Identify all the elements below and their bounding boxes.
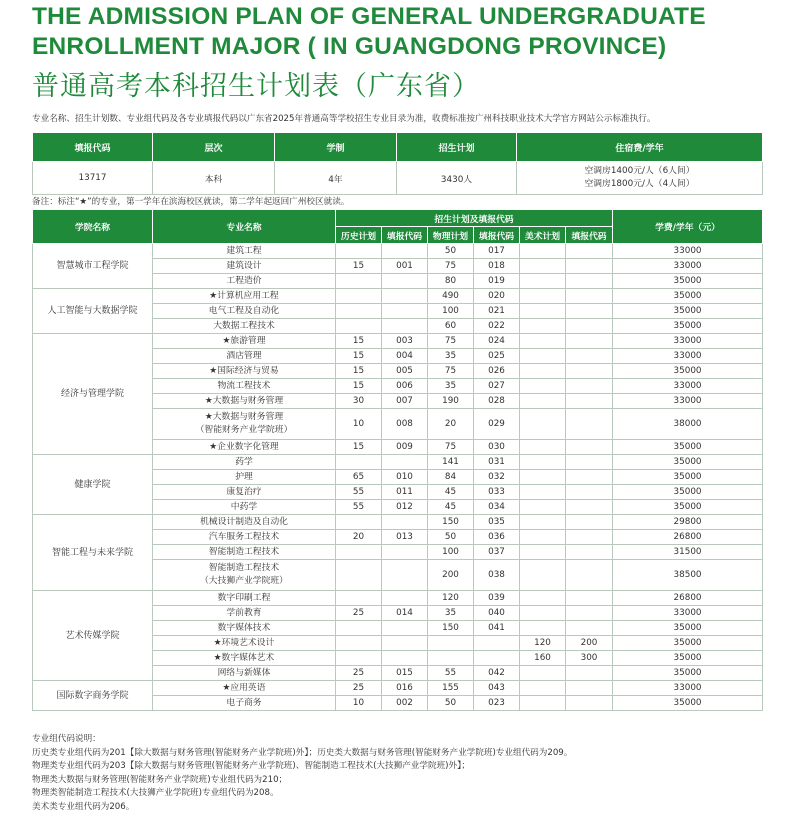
history-plan-cell: 25 xyxy=(336,666,382,681)
table-row xyxy=(33,591,763,606)
art-code-cell xyxy=(566,259,613,274)
art-code-cell xyxy=(566,530,613,545)
physics-plan-cell: 75 xyxy=(428,364,474,379)
history-code-cell xyxy=(382,545,428,560)
history-code-cell xyxy=(382,304,428,319)
college-name: 人工智能与大数据学院 xyxy=(33,289,153,334)
physics-code-cell: 027 xyxy=(474,379,520,394)
history-code-cell: 012 xyxy=(382,500,428,515)
history-code-cell: 010 xyxy=(382,470,428,485)
history-plan-cell: 10 xyxy=(336,409,382,440)
college-name: 艺术传媒学院 xyxy=(33,591,153,681)
physics-code-cell: 043 xyxy=(474,681,520,696)
physics-plan-cell: 45 xyxy=(428,485,474,500)
art-plan-cell xyxy=(520,440,566,455)
college-name: 国际数字商务学院 xyxy=(33,681,153,711)
art-plan-cell xyxy=(520,349,566,364)
major-name: 建筑设计 xyxy=(153,259,336,274)
physics-code-cell: 031 xyxy=(474,455,520,470)
physics-code-cell: 021 xyxy=(474,304,520,319)
history-plan-cell: 20 xyxy=(336,530,382,545)
physics-plan-cell: 75 xyxy=(428,440,474,455)
physics-code-cell: 032 xyxy=(474,470,520,485)
table-row xyxy=(33,289,763,304)
note-line: 物理类专业组代码为203【除大数据与财务管理(智能财务产业学院班)、智能制造工程技术(大技狮产业学院班)外】； xyxy=(32,761,471,771)
history-plan-cell: 10 xyxy=(336,696,382,711)
physics-code-cell: 041 xyxy=(474,621,520,636)
physics-code-cell: 018 xyxy=(474,259,520,274)
college-name: 智能工程与未来学院 xyxy=(33,515,153,591)
physics-plan-cell: 35 xyxy=(428,349,474,364)
art-plan-cell xyxy=(520,274,566,289)
tuition-cell: 26800 xyxy=(613,591,763,606)
physics-code-cell: 026 xyxy=(474,364,520,379)
tuition-cell: 29800 xyxy=(613,515,763,530)
physics-plan-cell xyxy=(428,651,474,666)
physics-plan-cell: 150 xyxy=(428,515,474,530)
history-plan-cell: 55 xyxy=(336,500,382,515)
history-plan-cell: 15 xyxy=(336,349,382,364)
history-plan-cell: 15 xyxy=(336,440,382,455)
history-plan-cell: 25 xyxy=(336,606,382,621)
physics-code-cell: 040 xyxy=(474,606,520,621)
physics-plan-cell xyxy=(428,636,474,651)
history-plan-cell: 15 xyxy=(336,259,382,274)
art-code-cell xyxy=(566,304,613,319)
header-college: 学院名称 xyxy=(33,210,153,244)
physics-code-cell: 023 xyxy=(474,696,520,711)
physics-code-cell: 035 xyxy=(474,515,520,530)
physics-plan-cell: 84 xyxy=(428,470,474,485)
major-name: ★大数据与财务管理 xyxy=(153,394,336,409)
physics-code-cell xyxy=(474,651,520,666)
physics-plan-cell: 50 xyxy=(428,244,474,259)
history-plan-cell: 55 xyxy=(336,485,382,500)
physics-plan-cell: 50 xyxy=(428,530,474,545)
header-plan: 招生计划 xyxy=(397,133,517,162)
history-code-cell: 015 xyxy=(382,666,428,681)
major-name-line1: ★大数据与财务管理 xyxy=(204,412,284,422)
physics-plan-cell: 75 xyxy=(428,334,474,349)
tuition-cell: 35000 xyxy=(613,455,763,470)
art-plan-cell xyxy=(520,666,566,681)
header-duration: 学制 xyxy=(275,133,397,162)
art-plan-cell xyxy=(520,470,566,485)
art-plan-cell: 160 xyxy=(520,651,566,666)
school-code: 13717 xyxy=(33,162,153,195)
history-plan-cell xyxy=(336,515,382,530)
art-plan-cell xyxy=(520,319,566,334)
art-plan-cell xyxy=(520,591,566,606)
major-name: ★国际经济与贸易 xyxy=(153,364,336,379)
art-code-cell xyxy=(566,379,613,394)
art-plan-cell xyxy=(520,621,566,636)
history-code-cell xyxy=(382,560,428,591)
major-name xyxy=(153,560,336,591)
major-name: ★数字媒体艺术 xyxy=(153,651,336,666)
major-name-line2: （大技狮产业学院班） xyxy=(200,576,288,586)
physics-code-cell: 028 xyxy=(474,394,520,409)
header-physics-plan: 物理计划 xyxy=(428,227,474,244)
history-code-cell: 016 xyxy=(382,681,428,696)
art-code-cell xyxy=(566,621,613,636)
art-code-cell xyxy=(566,289,613,304)
physics-plan-cell: 20 xyxy=(428,409,474,440)
header-art-plan: 美术计划 xyxy=(520,227,566,244)
art-code-cell xyxy=(566,394,613,409)
major-name: ★应用英语 xyxy=(153,681,336,696)
history-code-cell: 006 xyxy=(382,379,428,394)
art-code-cell xyxy=(566,334,613,349)
physics-plan-cell: 35 xyxy=(428,379,474,394)
history-plan-cell: 15 xyxy=(336,334,382,349)
art-code-cell xyxy=(566,349,613,364)
level: 本科 xyxy=(153,162,275,195)
tuition-cell: 33000 xyxy=(613,606,763,621)
tuition-cell: 33000 xyxy=(613,334,763,349)
table-row xyxy=(33,515,763,530)
header-physics-code: 填报代码 xyxy=(474,227,520,244)
history-code-cell xyxy=(382,319,428,334)
tuition-cell: 35000 xyxy=(613,470,763,485)
tuition-cell: 35000 xyxy=(613,364,763,379)
major-name: 物流工程技术 xyxy=(153,379,336,394)
major-name: 数字媒体技术 xyxy=(153,621,336,636)
art-code-cell xyxy=(566,666,613,681)
major-name: 网络与新媒体 xyxy=(153,666,336,681)
tuition-cell: 38500 xyxy=(613,560,763,591)
history-code-cell xyxy=(382,591,428,606)
physics-code-cell: 038 xyxy=(474,560,520,591)
note-line: 专业组代码说明： xyxy=(32,734,101,744)
art-code-cell xyxy=(566,545,613,560)
history-code-cell: 013 xyxy=(382,530,428,545)
major-name-line2: （智能财务产业学院班） xyxy=(195,425,293,435)
physics-code-cell: 042 xyxy=(474,666,520,681)
history-code-cell: 001 xyxy=(382,259,428,274)
physics-code-cell: 022 xyxy=(474,319,520,334)
art-code-cell: 200 xyxy=(566,636,613,651)
tuition-cell: 35000 xyxy=(613,666,763,681)
history-plan-cell: 15 xyxy=(336,379,382,394)
art-plan-cell xyxy=(520,334,566,349)
accommodation-fee-6: 空调房1400元/人（6人间） xyxy=(584,166,695,176)
history-plan-cell: 65 xyxy=(336,470,382,485)
major-name: ★计算机应用工程 xyxy=(153,289,336,304)
history-code-cell xyxy=(382,515,428,530)
tuition-cell: 33000 xyxy=(613,681,763,696)
art-plan-cell xyxy=(520,364,566,379)
group-code-notes xyxy=(32,733,782,814)
physics-plan-cell: 55 xyxy=(428,666,474,681)
tuition-cell: 35000 xyxy=(613,500,763,515)
major-name: 大数据工程技术 xyxy=(153,319,336,334)
tuition-cell: 26800 xyxy=(613,530,763,545)
art-code-cell xyxy=(566,455,613,470)
art-code-cell xyxy=(566,606,613,621)
tuition-cell: 35000 xyxy=(613,304,763,319)
history-plan-cell xyxy=(336,244,382,259)
major-name: 酒店管理 xyxy=(153,349,336,364)
art-code-cell: 300 xyxy=(566,651,613,666)
header-accommodation: 住宿费/学年 xyxy=(517,133,763,162)
history-code-cell xyxy=(382,244,428,259)
physics-code-cell: 030 xyxy=(474,440,520,455)
tuition-cell: 35000 xyxy=(613,289,763,304)
history-code-cell: 002 xyxy=(382,696,428,711)
physics-code-cell: 039 xyxy=(474,591,520,606)
art-code-cell xyxy=(566,409,613,440)
physics-plan-cell: 155 xyxy=(428,681,474,696)
history-plan-cell xyxy=(336,319,382,334)
tuition-cell: 35000 xyxy=(613,696,763,711)
history-code-cell xyxy=(382,651,428,666)
duration: 4年 xyxy=(275,162,397,195)
header-history-code: 填报代码 xyxy=(382,227,428,244)
physics-code-cell: 036 xyxy=(474,530,520,545)
physics-plan-cell: 50 xyxy=(428,696,474,711)
major-name: 数字印刷工程 xyxy=(153,591,336,606)
physics-plan-cell: 100 xyxy=(428,304,474,319)
history-plan-cell xyxy=(336,560,382,591)
college-name: 健康学院 xyxy=(33,455,153,515)
history-code-cell: 008 xyxy=(382,409,428,440)
art-plan-cell xyxy=(520,289,566,304)
history-code-cell xyxy=(382,274,428,289)
art-plan-cell xyxy=(520,259,566,274)
physics-plan-cell: 80 xyxy=(428,274,474,289)
major-name: ★环境艺术设计 xyxy=(153,636,336,651)
major-name: ★旅游管理 xyxy=(153,334,336,349)
page-title-english: THE ADMISSION PLAN OF GENERAL UNDERGRADUATE ENROLLMENT MAJOR ( IN GUANGDONG PROVINCE) xyxy=(32,3,706,60)
major-name xyxy=(153,409,336,440)
history-plan-cell xyxy=(336,455,382,470)
physics-code-cell: 024 xyxy=(474,334,520,349)
tuition-cell: 33000 xyxy=(613,244,763,259)
physics-code-cell: 017 xyxy=(474,244,520,259)
physics-plan-cell: 141 xyxy=(428,455,474,470)
major-name-line1: 智能制造工程技术 xyxy=(208,563,280,573)
major-name: 汽车服务工程技术 xyxy=(153,530,336,545)
history-code-cell: 009 xyxy=(382,440,428,455)
art-plan-cell xyxy=(520,455,566,470)
art-code-cell xyxy=(566,485,613,500)
art-plan-cell xyxy=(520,681,566,696)
major-name: 学前教育 xyxy=(153,606,336,621)
physics-plan-cell: 45 xyxy=(428,500,474,515)
header-art-code: 填报代码 xyxy=(566,227,613,244)
history-plan-cell: 25 xyxy=(336,681,382,696)
art-code-cell xyxy=(566,560,613,591)
note-line: 物理类大数据与财务管理(智能财务产业学院班)专业组代码为210； xyxy=(32,774,288,785)
note-line: 物理类智能制造工程技术(大技狮产业学院班)专业组代码为208。 xyxy=(32,788,279,798)
note-line: 历史类专业组代码为201【除大数据与财务管理(智能财务产业学院班)外】；历史类大数据与财务管理(智能财务产业学院班)专业组代码为209。 xyxy=(32,747,573,758)
major-name: ★企业数字化管理 xyxy=(153,440,336,455)
physics-plan-cell: 150 xyxy=(428,621,474,636)
tuition-cell: 35000 xyxy=(613,621,763,636)
tuition-cell: 33000 xyxy=(613,259,763,274)
tuition-cell: 33000 xyxy=(613,379,763,394)
history-plan-cell: 15 xyxy=(336,364,382,379)
physics-plan-cell: 75 xyxy=(428,259,474,274)
enrollment-table xyxy=(32,209,763,711)
art-plan-cell xyxy=(520,244,566,259)
summary-table xyxy=(32,132,763,195)
history-code-cell: 014 xyxy=(382,606,428,621)
art-code-cell xyxy=(566,244,613,259)
page-title-chinese: 普通高考本科招生计划表（广东省） xyxy=(32,71,480,102)
physics-code-cell: 029 xyxy=(474,409,520,440)
header-tuition: 学费/学年（元） xyxy=(613,210,763,244)
art-code-cell xyxy=(566,274,613,289)
physics-plan-cell: 190 xyxy=(428,394,474,409)
art-code-cell xyxy=(566,470,613,485)
art-plan-cell xyxy=(520,304,566,319)
art-plan-cell xyxy=(520,696,566,711)
header-plan-group: 招生计划及填报代码 xyxy=(336,210,613,227)
physics-code-cell: 020 xyxy=(474,289,520,304)
physics-plan-cell: 120 xyxy=(428,591,474,606)
college-name: 经济与管理学院 xyxy=(33,334,153,455)
art-code-cell xyxy=(566,440,613,455)
history-plan-cell xyxy=(336,636,382,651)
history-plan-cell xyxy=(336,651,382,666)
physics-code-cell: 034 xyxy=(474,500,520,515)
major-name: 中药学 xyxy=(153,500,336,515)
art-plan-cell xyxy=(520,500,566,515)
tuition-cell: 35000 xyxy=(613,274,763,289)
art-plan-cell xyxy=(520,545,566,560)
history-code-cell xyxy=(382,621,428,636)
tuition-cell: 33000 xyxy=(613,349,763,364)
art-plan-cell xyxy=(520,409,566,440)
history-code-cell xyxy=(382,455,428,470)
art-code-cell xyxy=(566,696,613,711)
history-code-cell: 005 xyxy=(382,364,428,379)
tuition-cell: 35000 xyxy=(613,485,763,500)
physics-code-cell: 025 xyxy=(474,349,520,364)
art-code-cell xyxy=(566,319,613,334)
major-name: 康复治疗 xyxy=(153,485,336,500)
tuition-cell: 35000 xyxy=(613,319,763,334)
college-name: 智慧城市工程学院 xyxy=(33,244,153,289)
physics-code-cell xyxy=(474,636,520,651)
tuition-cell: 31500 xyxy=(613,545,763,560)
intro-text: 专业名称、招生计划数、专业组代码及各专业填报代码以广东省2025年普通高等学校招生专业目录为准，收费标准按广州科技职业技术大学官方网站公示标准执行。 xyxy=(32,114,656,124)
art-plan-cell xyxy=(520,560,566,591)
physics-plan-cell: 200 xyxy=(428,560,474,591)
physics-code-cell: 019 xyxy=(474,274,520,289)
history-plan-cell xyxy=(336,274,382,289)
major-name: 药学 xyxy=(153,455,336,470)
header-major: 专业名称 xyxy=(153,210,336,244)
header-history-plan: 历史计划 xyxy=(336,227,382,244)
major-name: 机械设计制造及自动化 xyxy=(153,515,336,530)
tuition-cell: 35000 xyxy=(613,636,763,651)
physics-plan-cell: 60 xyxy=(428,319,474,334)
major-name: 护理 xyxy=(153,470,336,485)
history-code-cell xyxy=(382,289,428,304)
major-name: 建筑工程 xyxy=(153,244,336,259)
history-plan-cell xyxy=(336,545,382,560)
major-name: 电子商务 xyxy=(153,696,336,711)
table-row xyxy=(33,244,763,259)
table-row xyxy=(33,681,763,696)
header-level: 层次 xyxy=(153,133,275,162)
total-plan: 3430人 xyxy=(397,162,517,195)
physics-plan-cell: 35 xyxy=(428,606,474,621)
history-plan-cell xyxy=(336,621,382,636)
tuition-cell: 35000 xyxy=(613,651,763,666)
major-name: 电气工程及自动化 xyxy=(153,304,336,319)
art-plan-cell xyxy=(520,379,566,394)
tuition-cell: 38000 xyxy=(613,409,763,440)
note-text: 备注：标注“★”的专业，第一学年在滨海校区就读，第二学年起返回广州校区就读。 xyxy=(32,197,350,207)
history-code-cell: 004 xyxy=(382,349,428,364)
art-plan-cell xyxy=(520,606,566,621)
art-plan-cell xyxy=(520,485,566,500)
physics-plan-cell: 490 xyxy=(428,289,474,304)
physics-code-cell: 033 xyxy=(474,485,520,500)
history-plan-cell xyxy=(336,289,382,304)
art-code-cell xyxy=(566,364,613,379)
history-plan-cell: 30 xyxy=(336,394,382,409)
art-code-cell xyxy=(566,515,613,530)
history-plan-cell xyxy=(336,304,382,319)
note-line: 美术类专业组代码为206。 xyxy=(32,801,135,812)
header-code: 填报代码 xyxy=(33,133,153,162)
physics-plan-cell: 100 xyxy=(428,545,474,560)
art-plan-cell xyxy=(520,515,566,530)
physics-code-cell: 037 xyxy=(474,545,520,560)
history-plan-cell xyxy=(336,591,382,606)
table-row xyxy=(33,334,763,349)
tuition-cell: 33000 xyxy=(613,394,763,409)
art-code-cell xyxy=(566,500,613,515)
art-plan-cell xyxy=(520,530,566,545)
art-plan-cell xyxy=(520,394,566,409)
history-code-cell: 007 xyxy=(382,394,428,409)
art-code-cell xyxy=(566,591,613,606)
art-code-cell xyxy=(566,681,613,696)
tuition-cell: 35000 xyxy=(613,440,763,455)
art-plan-cell: 120 xyxy=(520,636,566,651)
history-code-cell xyxy=(382,636,428,651)
major-name: 工程造价 xyxy=(153,274,336,289)
table-row xyxy=(33,455,763,470)
accommodation-fee-4: 空调房1800元/人（4人间） xyxy=(584,179,695,189)
accommodation-fee xyxy=(517,162,763,195)
history-code-cell: 003 xyxy=(382,334,428,349)
history-code-cell: 011 xyxy=(382,485,428,500)
major-name: 智能制造工程技术 xyxy=(153,545,336,560)
